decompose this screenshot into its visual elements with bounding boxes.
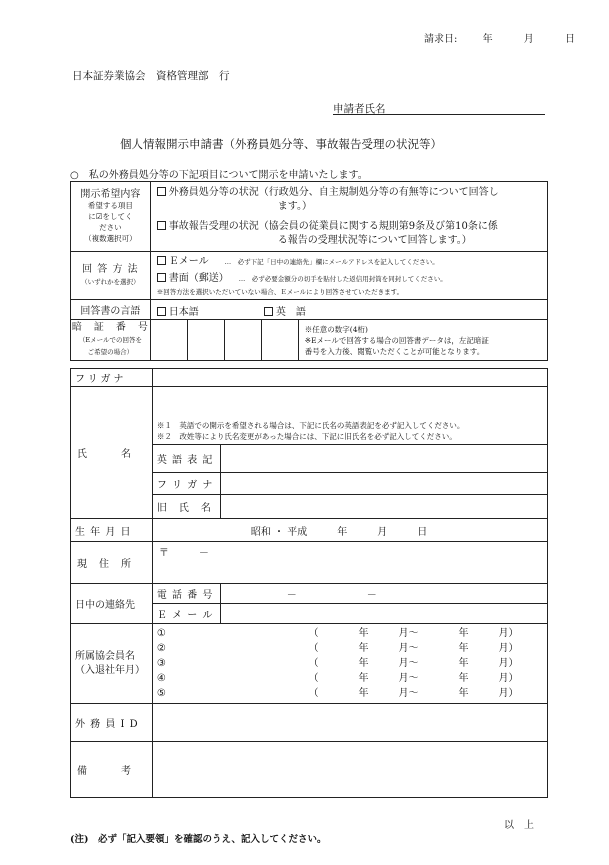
old-name-input[interactable] (220, 495, 547, 519)
reply-method-cell (150, 252, 547, 300)
pin-digit-4[interactable] (261, 320, 298, 360)
pin-cell (150, 320, 547, 361)
old-name-label: 旧 氏 名 (152, 495, 220, 519)
date-label: 請求日: (424, 34, 458, 45)
date-year: 年 (482, 34, 493, 45)
request-option-2[interactable] (157, 220, 547, 234)
request-label-cell (71, 182, 151, 252)
checkbox-icon[interactable] (157, 187, 166, 196)
reply-email-note: … 必ず下記「日中の連絡先」欄にメールアドレスを記入してください。 (224, 258, 439, 266)
intro-text: ○ 私の外務員処分等の下記項目について開示を申請いたします。 (70, 170, 368, 181)
association-row[interactable]: ④ （ 年 月～ 年 月） (156, 673, 519, 684)
birth-input[interactable]: 昭和 ・ 平成 年 月 日 (152, 519, 547, 542)
name-input[interactable] (152, 387, 547, 445)
pin-label-cell (71, 320, 151, 361)
checkbox-icon[interactable] (157, 307, 166, 316)
association-sub: （入退社年月） (75, 664, 145, 676)
pin-note1: ※任意の数字(4桁) (304, 324, 368, 334)
association-label: 所属協会員名 (75, 650, 135, 662)
reply-footnote: ※回答方法を選択いただいていない場合、Ｅメールにより回答させていただきます。 (156, 288, 404, 296)
association-row[interactable]: ③ （ 年 月～ 年 月） (156, 658, 519, 669)
association-row[interactable]: ② （ 年 月～ 年 月） (156, 643, 519, 654)
furigana-input[interactable] (152, 369, 547, 387)
request-label-sub1: 希望する項目 (87, 201, 133, 210)
pin-sub2: ご希望の場合） (87, 348, 134, 356)
request-date (424, 30, 575, 45)
pin-note2: ※Eメールで回答する場合の回答書データは，左記暗証 (304, 335, 489, 345)
pin-label: 暗 証 番 号 (71, 322, 149, 333)
agent-id-input[interactable] (152, 704, 547, 742)
reply-post-note: … 必ず必要金額分の切手を貼付した返信用封筒を同封してください。 (238, 275, 447, 283)
reply-email-option[interactable]: Ｅメール (168, 256, 209, 267)
language-label: 回答書の言語 (71, 300, 151, 320)
request-table (70, 181, 548, 361)
request-option-2-text: 事故報告受理の状況（協会員の従業員に関する規則第9条及び第10条に係 (168, 220, 498, 232)
association-row[interactable]: ⑤ （ 年 月～ 年 月） (156, 688, 519, 699)
pin-sub1: （Eメールでの回答を (78, 336, 142, 344)
reply-method-label-cell (71, 252, 151, 300)
end-mark: 以 上 (504, 820, 534, 831)
pin-grid (151, 320, 547, 360)
request-option-2-cont: る報告の受理状況等について回答します。） (277, 234, 472, 246)
pin-digit-2[interactable] (187, 320, 224, 360)
request-option-1-cont: ます。） (277, 200, 312, 212)
footer-note: (注) 必ず「記入要領」を確認のうえ、記入してください。 (70, 834, 327, 845)
reply-method-sub: （いずれかを選択） (81, 277, 140, 286)
reply-post-option[interactable]: 書面（郵送） (168, 273, 229, 284)
checkbox-icon[interactable] (264, 307, 273, 316)
english-name-label: 英 語 表 記 (152, 445, 220, 473)
sub-furigana-label: フ リ ガ ナ (152, 473, 220, 495)
english-name-input[interactable] (220, 445, 547, 473)
name-note1: ※１ 英語での開示を希望される場合は、下記に氏名の英語表記を必ず記入してください。 (156, 421, 465, 430)
request-option-1-text: 外務員処分等の状況（行政処分、自主規制処分等の有無等について回答し (168, 186, 499, 198)
birth-label: 生 年 月 日 (71, 519, 153, 542)
remarks-label: 備 考 (71, 742, 153, 798)
phone-input[interactable]: － － (220, 584, 547, 604)
form-title: 個人情報開示申請書（外務員処分等、事故報告受理の状況等） (120, 137, 442, 151)
daytime-contact-label: 日中の連絡先 (71, 584, 153, 624)
reply-method-label: 回 答 方 法 (82, 263, 139, 275)
date-month: 月 (523, 34, 534, 45)
name-label: 氏 名 (71, 387, 153, 519)
agent-id-label: 外 務 員 I D (71, 704, 153, 742)
phone-label: 電 話 番 号 (152, 584, 220, 604)
pin-digit-1[interactable] (151, 320, 188, 360)
association-row[interactable]: ① （ 年 月～ 年 月） (156, 628, 519, 639)
checkbox-icon[interactable] (157, 273, 166, 282)
request-options-cell (150, 182, 547, 252)
checkbox-icon[interactable] (157, 256, 166, 265)
remarks-input[interactable] (152, 742, 547, 798)
addressee: 日本証券業協会 資格管理部 行 (72, 70, 230, 82)
request-label: 開示希望内容 (80, 189, 141, 200)
language-english[interactable]: 英 語 (275, 307, 306, 318)
date-day: 日 (564, 34, 575, 45)
request-label-sub4: （複数選択可） (84, 234, 137, 243)
association-label-cell (71, 624, 153, 704)
association-input[interactable] (152, 624, 547, 704)
pin-digit-3[interactable] (224, 320, 261, 360)
applicant-name-label: 申請者氏名 (333, 103, 386, 115)
name-note2: ※２ 改姓等により氏名変更があった場合には、下記に旧氏名を必ず記入してください。 (156, 432, 457, 441)
address-label: 現 住 所 (71, 542, 153, 584)
furigana-label: フリガナ (71, 369, 153, 387)
applicant-name-line[interactable] (333, 114, 545, 115)
personal-info-table (70, 368, 548, 798)
email-input[interactable] (220, 604, 547, 624)
language-cell (150, 300, 547, 320)
pin-notes (298, 320, 547, 360)
email-label: Ｅ メ ー ル (152, 604, 220, 624)
checkbox-icon[interactable] (157, 221, 166, 230)
address-input[interactable]: 〒 － (152, 542, 547, 584)
request-option-1[interactable] (157, 186, 547, 200)
sub-furigana-input[interactable] (220, 473, 547, 495)
language-japanese[interactable]: 日本語 (168, 307, 199, 318)
pin-note3: 番号を入力後、閲覧いただくことが可能となります。 (304, 346, 485, 356)
request-label-sub3: ださい (99, 223, 122, 232)
request-label-sub2: に☑をしてく (88, 212, 133, 221)
